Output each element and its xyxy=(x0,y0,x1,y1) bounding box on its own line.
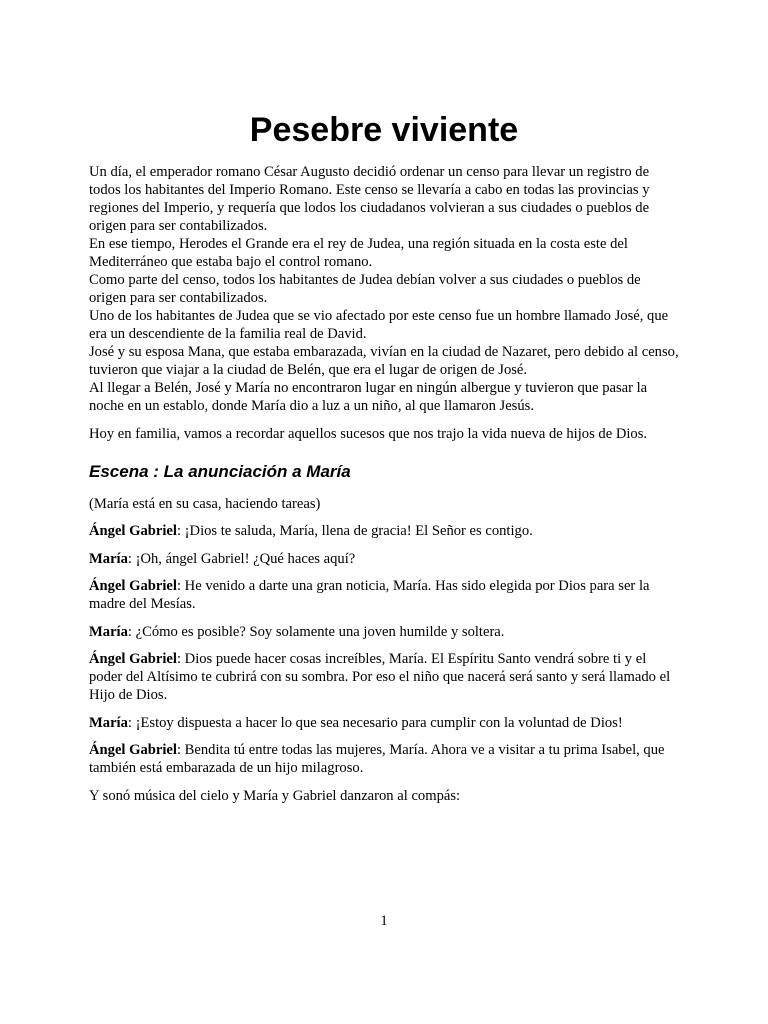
speaker-name: Ángel Gabriel xyxy=(89,523,177,539)
dialogue-line xyxy=(89,714,679,732)
intro-paragraph: Un día, el emperador romano César Augusto decidió ordenar un censo para llevar un registro de todos los habitantes del Imperio Romano. Este censo se llevaría a cabo en todas las provincias y regiones del Imperio, y requería que lodos los ciudadanos volvieran a sus ciudades o pueblos de origen para ser contabilizados. xyxy=(89,164,650,234)
speaker-name: María xyxy=(89,623,128,640)
speaker-name: Ángel Gabriel xyxy=(89,742,177,758)
speaker-name: María xyxy=(89,714,128,731)
page-title: Pesebre viviente xyxy=(249,111,519,149)
intro-paragraph: José y su esposa Mana, que estaba embarazada, vivían en la ciudad de Nazaret, pero debido al censo, tuvieron que viajar a la ciudad de Belén, que era el lugar de origen de José. xyxy=(89,344,679,378)
dialogue-line xyxy=(89,550,679,568)
scene-heading: Escena : La anunciación a María xyxy=(89,461,351,481)
dialogue-text: : Bendita tú entre todas las mujeres, María. Ahora ve a visitar a tu prima Isabel, que también está embarazada de un hijo milagroso. xyxy=(89,742,665,776)
page-number: 1 xyxy=(380,913,388,929)
family-paragraph: Hoy en familia, vamos a recordar aquellos sucesos que nos trajo la vida nueva de hijos de Dios. xyxy=(89,425,648,442)
dialogue-text: : Dios puede hacer cosas increíbles, María. El Espíritu Santo vendrá sobre ti y el poder del Altísimo te cubrirá con su sombra. Por eso el niño que nacerá será santo y será llamado el Hijo de Dios. xyxy=(89,651,671,703)
dialogue-text: : ¡Oh, ángel Gabriel! ¿Qué haces aquí? xyxy=(127,550,356,567)
intro-paragraph: En ese tiempo, Herodes el Grande era el rey de Judea, una región situada en la costa este del Mediterráneo que estaba bajo el control romano. xyxy=(89,236,628,270)
stage-direction: (María está en su casa, haciendo tareas) xyxy=(89,495,321,512)
dialogue-line xyxy=(89,522,679,540)
speaker-name: María xyxy=(89,550,128,567)
intro-paragraph: Al llegar a Belén, José y María no encontraron lugar en ningún albergue y tuvieron que pasar la noche en un establo, donde María dio a luz a un niño, al que llamaron Jesús. xyxy=(89,380,648,414)
dialogue-line xyxy=(89,623,679,641)
dialogue-line xyxy=(89,741,679,777)
dialogue-text: : ¡Estoy dispuesta a hacer lo que sea necesario para cumplir con la voluntad de Dios! xyxy=(127,714,623,731)
speaker-name: Ángel Gabriel xyxy=(89,578,177,594)
dialogue-line xyxy=(89,650,679,704)
closing-line: Y sonó música del cielo y María y Gabriel danzaron al compás: xyxy=(89,787,461,804)
intro-paragraph: Uno de los habitantes de Judea que se vio afectado por este censo fue un hombre llamado José, que era un descendiente de la familia real de David. xyxy=(89,308,669,342)
dialogue-text: : ¡Dios te saluda, María, llena de gracia! El Señor es contigo. xyxy=(176,523,533,539)
dialogue-text: : He venido a darte una gran noticia, María. Has sido elegida por Dios para ser la madre del Mesías. xyxy=(89,578,650,612)
intro-section xyxy=(89,163,679,415)
speaker-name: Ángel Gabriel xyxy=(89,651,177,667)
dialogue-line xyxy=(89,577,679,613)
dialogue-text: : ¿Cómo es posible? Soy solamente una joven humilde y soltera. xyxy=(127,623,505,640)
document-body xyxy=(89,163,679,805)
intro-paragraph: Como parte del censo, todos los habitantes de Judea debían volver a sus ciudades o pueblos de origen para ser contabilizados. xyxy=(89,272,641,306)
